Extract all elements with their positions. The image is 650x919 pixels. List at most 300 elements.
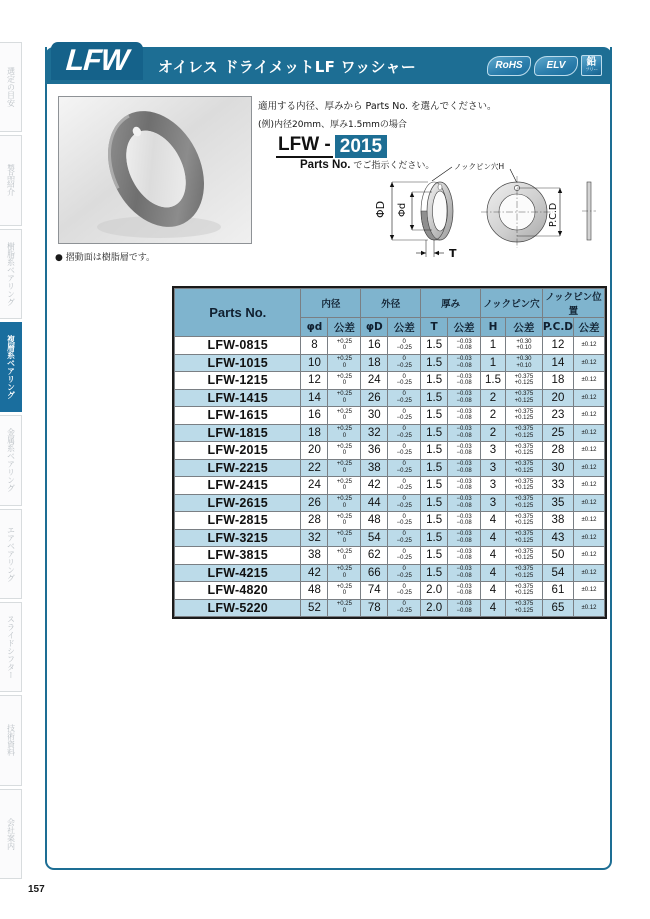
cell-outer-tolerance-upper: 0 bbox=[402, 496, 406, 503]
cell-inner-diameter: 8 bbox=[301, 337, 328, 355]
cell-inner-diameter: 22 bbox=[301, 459, 328, 477]
specification-table bbox=[174, 288, 605, 617]
cell-thickness-tolerance-lower: −0.08 bbox=[456, 397, 472, 404]
cell-knockpin-tolerance-lower: +0.125 bbox=[514, 520, 534, 527]
cell-inner-tolerance bbox=[328, 477, 361, 495]
cell-thickness: 2.0 bbox=[421, 599, 448, 617]
sidebar-tab-label: スライドシフター bbox=[6, 615, 16, 680]
table-row bbox=[175, 529, 605, 547]
cell-inner-diameter: 52 bbox=[301, 599, 328, 617]
cell-outer-tolerance-lower: −0.25 bbox=[396, 467, 412, 474]
cell-knockpin-tolerance-lower: +0.125 bbox=[514, 607, 534, 614]
cell-knockpin-tolerance-lower: +0.125 bbox=[514, 450, 534, 457]
cell-pcd-tolerance: ±0.12 bbox=[574, 407, 605, 425]
cell-thickness: 1.5 bbox=[421, 372, 448, 390]
cell-inner-tolerance-upper: +0.25 bbox=[336, 601, 352, 608]
cell-inner-diameter: 12 bbox=[301, 372, 328, 390]
cell-inner-diameter: 32 bbox=[301, 529, 328, 547]
cell-outer-tolerance bbox=[388, 512, 421, 530]
cell-thickness-tolerance bbox=[448, 337, 481, 355]
sidebar-tab-label: 会社案内 bbox=[6, 817, 16, 850]
cell-part-number: LFW-4820 bbox=[175, 582, 301, 600]
knockpin-label: ノックピン穴H bbox=[454, 162, 505, 171]
cell-pcd-tolerance: ±0.12 bbox=[574, 477, 605, 495]
thickness-label: T bbox=[449, 247, 457, 260]
table-row bbox=[175, 477, 605, 495]
cell-inner-tolerance-upper: +0.25 bbox=[336, 391, 352, 398]
table-subheader-2: 公差 bbox=[328, 318, 361, 337]
table-group-header-3: 厚み bbox=[421, 289, 481, 318]
cell-knockpin-tolerance-upper: +0.375 bbox=[514, 513, 534, 520]
cell-pcd-tolerance: ±0.12 bbox=[574, 582, 605, 600]
cell-outer-tolerance-upper: 0 bbox=[402, 548, 406, 555]
selection-example: (例)内径20mm、厚み1.5mmの場合 bbox=[258, 120, 407, 130]
cell-knockpin-tolerance bbox=[505, 389, 542, 407]
cell-pcd: 50 bbox=[542, 547, 573, 565]
cell-thickness-tolerance bbox=[448, 529, 481, 547]
table-row bbox=[175, 582, 605, 600]
cell-thickness-tolerance bbox=[448, 389, 481, 407]
cell-knockpin-tolerance bbox=[505, 407, 542, 425]
cell-outer-tolerance bbox=[388, 564, 421, 582]
lead-free-badge bbox=[581, 55, 602, 76]
sidebar-tab-5[interactable] bbox=[0, 415, 22, 505]
cell-pcd-tolerance: ±0.12 bbox=[574, 389, 605, 407]
cell-inner-tolerance bbox=[328, 389, 361, 407]
cell-knockpin-tolerance-upper: +0.30 bbox=[516, 356, 532, 363]
cell-outer-tolerance bbox=[388, 459, 421, 477]
cell-thickness-tolerance-upper: −0.03 bbox=[456, 338, 472, 345]
cell-thickness-tolerance bbox=[448, 494, 481, 512]
cell-inner-tolerance bbox=[328, 582, 361, 600]
table-row bbox=[175, 442, 605, 460]
cell-outer-diameter: 24 bbox=[361, 372, 388, 390]
cell-outer-tolerance-upper: 0 bbox=[402, 478, 406, 485]
cell-outer-diameter: 18 bbox=[361, 354, 388, 372]
cell-knockpin-tolerance-lower: +0.125 bbox=[514, 397, 534, 404]
cell-outer-tolerance bbox=[388, 599, 421, 617]
cell-knockpin-tolerance bbox=[505, 337, 542, 355]
cell-outer-tolerance bbox=[388, 354, 421, 372]
cell-part-number: LFW-2015 bbox=[175, 442, 301, 460]
cell-pcd: 35 bbox=[542, 494, 573, 512]
cell-thickness-tolerance bbox=[448, 407, 481, 425]
cell-knockpin-hole: 3 bbox=[481, 477, 506, 495]
cell-knockpin-tolerance-lower: +0.125 bbox=[514, 415, 534, 422]
cell-inner-tolerance bbox=[328, 407, 361, 425]
cell-pcd: 28 bbox=[542, 442, 573, 460]
cell-thickness: 2.0 bbox=[421, 582, 448, 600]
cell-thickness-tolerance-lower: −0.08 bbox=[456, 380, 472, 387]
cell-knockpin-tolerance bbox=[505, 582, 542, 600]
sidebar-tab-8[interactable] bbox=[0, 695, 22, 785]
cell-inner-tolerance-lower: 0 bbox=[342, 590, 347, 597]
cell-thickness-tolerance bbox=[448, 512, 481, 530]
cell-knockpin-tolerance bbox=[505, 494, 542, 512]
sidebar-tab-label: 金属系ベアリング bbox=[6, 428, 16, 493]
table-row bbox=[175, 512, 605, 530]
cell-knockpin-hole: 4 bbox=[481, 582, 506, 600]
cell-pcd: 18 bbox=[542, 372, 573, 390]
cell-outer-diameter: 66 bbox=[361, 564, 388, 582]
cell-thickness-tolerance-upper: −0.03 bbox=[456, 391, 472, 398]
table-row bbox=[175, 372, 605, 390]
cell-inner-tolerance-lower: 0 bbox=[342, 607, 347, 614]
cell-outer-tolerance-upper: 0 bbox=[402, 373, 406, 380]
table-subheader-9: P.C.D bbox=[542, 318, 573, 337]
cell-knockpin-tolerance-lower: +0.10 bbox=[516, 345, 532, 352]
cell-knockpin-hole: 1.5 bbox=[481, 372, 506, 390]
cell-pcd: 25 bbox=[542, 424, 573, 442]
sidebar-tab-9[interactable] bbox=[0, 789, 22, 879]
cell-outer-tolerance bbox=[388, 582, 421, 600]
cell-outer-tolerance-upper: 0 bbox=[402, 601, 406, 608]
photo-caption: ● 摺動面は樹脂層です。 bbox=[55, 253, 155, 263]
cell-outer-diameter: 16 bbox=[361, 337, 388, 355]
cell-outer-tolerance-lower: −0.25 bbox=[396, 397, 412, 404]
table-row bbox=[175, 389, 605, 407]
cell-thickness-tolerance-upper: −0.03 bbox=[456, 548, 472, 555]
cell-thickness-tolerance bbox=[448, 564, 481, 582]
cell-inner-tolerance-upper: +0.25 bbox=[336, 461, 352, 468]
cell-thickness-tolerance-lower: −0.08 bbox=[456, 537, 472, 544]
cell-inner-tolerance-lower: 0 bbox=[342, 432, 347, 439]
cell-knockpin-tolerance-upper: +0.375 bbox=[514, 601, 534, 608]
table-body bbox=[175, 337, 605, 617]
cell-outer-tolerance-upper: 0 bbox=[402, 513, 406, 520]
sidebar-tab-label: エアベアリング bbox=[6, 525, 16, 582]
selection-instruction: 適用する内径、厚みから Parts No. を選んでください。 bbox=[258, 101, 497, 112]
cell-pcd: 20 bbox=[542, 389, 573, 407]
cell-inner-tolerance-upper: +0.25 bbox=[336, 443, 352, 450]
cell-part-number: LFW-3815 bbox=[175, 547, 301, 565]
cell-knockpin-tolerance-upper: +0.375 bbox=[514, 373, 534, 380]
cell-inner-tolerance-upper: +0.25 bbox=[336, 513, 352, 520]
cell-inner-tolerance-upper: +0.25 bbox=[336, 478, 352, 485]
cell-knockpin-hole: 4 bbox=[481, 564, 506, 582]
cell-outer-tolerance-lower: −0.25 bbox=[396, 520, 412, 527]
cell-thickness-tolerance-lower: −0.08 bbox=[456, 432, 472, 439]
cell-outer-tolerance-lower: −0.25 bbox=[396, 362, 412, 369]
cell-inner-tolerance-lower: 0 bbox=[342, 380, 347, 387]
cell-part-number: LFW-1415 bbox=[175, 389, 301, 407]
cell-thickness-tolerance bbox=[448, 424, 481, 442]
cell-inner-tolerance-upper: +0.25 bbox=[336, 356, 352, 363]
dimension-diagram bbox=[370, 160, 605, 270]
cell-inner-diameter: 10 bbox=[301, 354, 328, 372]
cell-part-number: LFW-1215 bbox=[175, 372, 301, 390]
pcd-label: P.C.D bbox=[548, 202, 559, 227]
certification-badges bbox=[487, 55, 602, 76]
cell-thickness-tolerance-lower: −0.08 bbox=[456, 362, 472, 369]
sidebar-tab-7[interactable] bbox=[0, 602, 22, 692]
cell-thickness-tolerance bbox=[448, 372, 481, 390]
cell-pcd: 30 bbox=[542, 459, 573, 477]
cell-knockpin-tolerance-upper: +0.375 bbox=[514, 443, 534, 450]
cell-thickness: 1.5 bbox=[421, 459, 448, 477]
cell-outer-tolerance-lower: −0.25 bbox=[396, 590, 412, 597]
cell-thickness-tolerance-upper: −0.03 bbox=[456, 408, 472, 415]
cell-outer-diameter: 74 bbox=[361, 582, 388, 600]
cell-knockpin-tolerance-upper: +0.375 bbox=[514, 583, 534, 590]
cell-outer-tolerance-upper: 0 bbox=[402, 338, 406, 345]
cell-thickness-tolerance-upper: −0.03 bbox=[456, 461, 472, 468]
cell-outer-tolerance-upper: 0 bbox=[402, 408, 406, 415]
cell-inner-tolerance bbox=[328, 459, 361, 477]
cell-pcd: 54 bbox=[542, 564, 573, 582]
cell-knockpin-tolerance-upper: +0.375 bbox=[514, 496, 534, 503]
cell-inner-tolerance-lower: 0 bbox=[342, 362, 347, 369]
table-group-header-1: 内径 bbox=[301, 289, 361, 318]
cell-knockpin-tolerance-upper: +0.375 bbox=[514, 408, 534, 415]
cell-knockpin-tolerance-upper: +0.375 bbox=[514, 391, 534, 398]
cell-thickness: 1.5 bbox=[421, 424, 448, 442]
table-subheader-7: H bbox=[481, 318, 506, 337]
cell-inner-diameter: 14 bbox=[301, 389, 328, 407]
cell-pcd-tolerance: ±0.12 bbox=[574, 529, 605, 547]
cell-outer-tolerance-upper: 0 bbox=[402, 356, 406, 363]
cell-outer-tolerance bbox=[388, 337, 421, 355]
sidebar-tab-label: 選定の目安 bbox=[6, 67, 16, 108]
cell-thickness-tolerance bbox=[448, 599, 481, 617]
cell-thickness-tolerance bbox=[448, 442, 481, 460]
cell-pcd-tolerance: ±0.12 bbox=[574, 564, 605, 582]
cell-thickness-tolerance-upper: −0.03 bbox=[456, 583, 472, 590]
cell-thickness-tolerance-upper: −0.03 bbox=[456, 426, 472, 433]
table-row bbox=[175, 547, 605, 565]
cell-outer-tolerance-lower: −0.25 bbox=[396, 485, 412, 492]
cell-thickness-tolerance-upper: −0.03 bbox=[456, 601, 472, 608]
cell-outer-tolerance-lower: −0.25 bbox=[396, 502, 412, 509]
cell-knockpin-tolerance-lower: +0.125 bbox=[514, 467, 534, 474]
cell-knockpin-tolerance bbox=[505, 442, 542, 460]
cell-outer-diameter: 30 bbox=[361, 407, 388, 425]
cell-outer-tolerance bbox=[388, 494, 421, 512]
cell-outer-diameter: 62 bbox=[361, 547, 388, 565]
part-number-note-rest: でご指示ください。 bbox=[350, 161, 435, 171]
cell-inner-tolerance bbox=[328, 512, 361, 530]
sidebar-tab-label: 樹脂系ベアリング bbox=[6, 241, 16, 306]
cell-inner-tolerance bbox=[328, 372, 361, 390]
cell-part-number: LFW-2415 bbox=[175, 477, 301, 495]
table-row bbox=[175, 424, 605, 442]
table-row bbox=[175, 337, 605, 355]
cell-knockpin-hole: 3 bbox=[481, 494, 506, 512]
table-group-header-5: ノックピン位置 bbox=[542, 289, 604, 318]
sidebar-tab-2[interactable] bbox=[0, 135, 22, 225]
cell-knockpin-hole: 1 bbox=[481, 354, 506, 372]
cell-part-number: LFW-0815 bbox=[175, 337, 301, 355]
cell-outer-diameter: 32 bbox=[361, 424, 388, 442]
cell-inner-tolerance-lower: 0 bbox=[342, 397, 347, 404]
cell-outer-tolerance bbox=[388, 529, 421, 547]
cell-knockpin-tolerance bbox=[505, 459, 542, 477]
cell-knockpin-tolerance-upper: +0.375 bbox=[514, 566, 534, 573]
cell-knockpin-hole: 4 bbox=[481, 599, 506, 617]
table-header bbox=[175, 289, 605, 337]
cell-knockpin-tolerance-upper: +0.375 bbox=[514, 531, 534, 538]
cell-thickness-tolerance-upper: −0.03 bbox=[456, 496, 472, 503]
cell-outer-tolerance bbox=[388, 372, 421, 390]
table-subheader-5: T bbox=[421, 318, 448, 337]
sidebar-tab-label: 製品紹介 bbox=[6, 164, 16, 197]
cell-thickness-tolerance bbox=[448, 477, 481, 495]
cell-thickness-tolerance-lower: −0.08 bbox=[456, 415, 472, 422]
outer-diameter-label: ΦD bbox=[374, 200, 387, 218]
specification-table-wrapper bbox=[172, 286, 607, 619]
cell-pcd: 61 bbox=[542, 582, 573, 600]
cell-knockpin-hole: 2 bbox=[481, 407, 506, 425]
cell-part-number: LFW-2815 bbox=[175, 512, 301, 530]
cell-outer-tolerance-lower: −0.25 bbox=[396, 415, 412, 422]
cell-thickness-tolerance-lower: −0.08 bbox=[456, 555, 472, 562]
cell-pcd: 23 bbox=[542, 407, 573, 425]
cell-thickness-tolerance-lower: −0.08 bbox=[456, 572, 472, 579]
cell-outer-tolerance-lower: −0.25 bbox=[396, 345, 412, 352]
cell-inner-tolerance bbox=[328, 564, 361, 582]
cell-inner-tolerance-upper: +0.25 bbox=[336, 426, 352, 433]
cell-part-number: LFW-3215 bbox=[175, 529, 301, 547]
cell-thickness: 1.5 bbox=[421, 529, 448, 547]
cell-knockpin-tolerance bbox=[505, 564, 542, 582]
cell-outer-tolerance-lower: −0.25 bbox=[396, 607, 412, 614]
cell-outer-tolerance-upper: 0 bbox=[402, 391, 406, 398]
cell-knockpin-hole: 4 bbox=[481, 547, 506, 565]
table-row bbox=[175, 354, 605, 372]
cell-inner-tolerance bbox=[328, 354, 361, 372]
cell-part-number: LFW-2215 bbox=[175, 459, 301, 477]
cell-thickness-tolerance-upper: −0.03 bbox=[456, 513, 472, 520]
cell-inner-tolerance-upper: +0.25 bbox=[336, 566, 352, 573]
cell-outer-diameter: 26 bbox=[361, 389, 388, 407]
cell-part-number: LFW-1015 bbox=[175, 354, 301, 372]
sidebar-tab-4[interactable] bbox=[0, 322, 22, 412]
cell-inner-tolerance-lower: 0 bbox=[342, 520, 347, 527]
cell-inner-diameter: 38 bbox=[301, 547, 328, 565]
cell-knockpin-tolerance-lower: +0.125 bbox=[514, 555, 534, 562]
cell-inner-diameter: 28 bbox=[301, 512, 328, 530]
cell-pcd-tolerance: ±0.12 bbox=[574, 372, 605, 390]
cell-inner-diameter: 42 bbox=[301, 564, 328, 582]
sidebar-tab-3[interactable] bbox=[0, 229, 22, 319]
cell-thickness-tolerance-lower: −0.08 bbox=[456, 467, 472, 474]
cell-outer-diameter: 48 bbox=[361, 512, 388, 530]
table-subheader-6: 公差 bbox=[448, 318, 481, 337]
cell-knockpin-tolerance-lower: +0.125 bbox=[514, 537, 534, 544]
part-number-note-bold: Parts No. bbox=[300, 159, 351, 171]
cell-pcd-tolerance: ±0.12 bbox=[574, 547, 605, 565]
cell-pcd-tolerance: ±0.12 bbox=[574, 442, 605, 460]
cell-inner-tolerance-upper: +0.25 bbox=[336, 408, 352, 415]
cell-pcd: 14 bbox=[542, 354, 573, 372]
cell-knockpin-hole: 4 bbox=[481, 512, 506, 530]
cell-knockpin-hole: 3 bbox=[481, 442, 506, 460]
cell-inner-tolerance-upper: +0.25 bbox=[336, 583, 352, 590]
cell-outer-tolerance bbox=[388, 442, 421, 460]
cell-inner-tolerance-upper: +0.25 bbox=[336, 496, 352, 503]
cell-pcd-tolerance: ±0.12 bbox=[574, 459, 605, 477]
cell-inner-tolerance bbox=[328, 337, 361, 355]
cell-thickness-tolerance-lower: −0.08 bbox=[456, 520, 472, 527]
cell-outer-tolerance-upper: 0 bbox=[402, 426, 406, 433]
table-subheader-3: φD bbox=[361, 318, 388, 337]
cell-thickness: 1.5 bbox=[421, 407, 448, 425]
table-row bbox=[175, 407, 605, 425]
cell-pcd: 38 bbox=[542, 512, 573, 530]
part-number-prefix: LFW - bbox=[276, 134, 333, 158]
cell-part-number: LFW-2615 bbox=[175, 494, 301, 512]
cell-thickness: 1.5 bbox=[421, 442, 448, 460]
cell-pcd-tolerance: ±0.12 bbox=[574, 354, 605, 372]
cell-thickness-tolerance bbox=[448, 547, 481, 565]
cell-outer-tolerance bbox=[388, 424, 421, 442]
table-subheader-1: φd bbox=[301, 318, 328, 337]
cell-pcd: 33 bbox=[542, 477, 573, 495]
table-row bbox=[175, 564, 605, 582]
cell-outer-tolerance-lower: −0.25 bbox=[396, 555, 412, 562]
cell-inner-diameter: 16 bbox=[301, 407, 328, 425]
cell-outer-diameter: 38 bbox=[361, 459, 388, 477]
cell-knockpin-tolerance bbox=[505, 477, 542, 495]
cell-inner-diameter: 24 bbox=[301, 477, 328, 495]
cell-outer-tolerance bbox=[388, 547, 421, 565]
cell-outer-tolerance-upper: 0 bbox=[402, 443, 406, 450]
cell-thickness-tolerance-lower: −0.08 bbox=[456, 485, 472, 492]
cell-knockpin-tolerance bbox=[505, 354, 542, 372]
sidebar-tab-1[interactable] bbox=[0, 42, 22, 132]
cell-part-number: LFW-1615 bbox=[175, 407, 301, 425]
cell-pcd-tolerance: ±0.12 bbox=[574, 512, 605, 530]
cell-inner-diameter: 48 bbox=[301, 582, 328, 600]
cell-outer-tolerance-upper: 0 bbox=[402, 531, 406, 538]
cell-inner-tolerance-lower: 0 bbox=[342, 555, 347, 562]
cell-inner-tolerance-lower: 0 bbox=[342, 502, 347, 509]
cell-thickness-tolerance bbox=[448, 459, 481, 477]
cell-inner-diameter: 20 bbox=[301, 442, 328, 460]
cell-outer-tolerance-lower: −0.25 bbox=[396, 572, 412, 579]
cell-knockpin-tolerance-lower: +0.10 bbox=[516, 362, 532, 369]
cell-knockpin-tolerance-upper: +0.375 bbox=[514, 478, 534, 485]
sidebar-tab-6[interactable] bbox=[0, 509, 22, 599]
cell-outer-diameter: 36 bbox=[361, 442, 388, 460]
cell-thickness-tolerance bbox=[448, 582, 481, 600]
cell-outer-tolerance-upper: 0 bbox=[402, 583, 406, 590]
cell-thickness-tolerance-upper: −0.03 bbox=[456, 566, 472, 573]
cell-inner-tolerance bbox=[328, 442, 361, 460]
cell-knockpin-tolerance-upper: +0.375 bbox=[514, 426, 534, 433]
cell-thickness: 1.5 bbox=[421, 477, 448, 495]
cell-outer-tolerance bbox=[388, 389, 421, 407]
cell-knockpin-hole: 3 bbox=[481, 459, 506, 477]
cell-thickness-tolerance-upper: −0.03 bbox=[456, 478, 472, 485]
cell-knockpin-hole: 2 bbox=[481, 389, 506, 407]
header-banner bbox=[45, 44, 612, 84]
product-logo: LFW bbox=[64, 44, 130, 77]
cell-outer-diameter: 44 bbox=[361, 494, 388, 512]
table-group-header-row bbox=[175, 289, 605, 318]
cell-thickness: 1.5 bbox=[421, 564, 448, 582]
cell-inner-diameter: 18 bbox=[301, 424, 328, 442]
cell-knockpin-hole: 1 bbox=[481, 337, 506, 355]
cell-inner-diameter: 26 bbox=[301, 494, 328, 512]
cell-knockpin-tolerance-lower: +0.125 bbox=[514, 432, 534, 439]
cell-inner-tolerance-lower: 0 bbox=[342, 485, 347, 492]
cell-outer-tolerance-upper: 0 bbox=[402, 566, 406, 573]
cell-knockpin-tolerance-upper: +0.30 bbox=[516, 338, 532, 345]
cell-part-number: LFW-1815 bbox=[175, 424, 301, 442]
sidebar bbox=[0, 42, 22, 882]
cell-knockpin-tolerance-upper: +0.375 bbox=[514, 461, 534, 468]
